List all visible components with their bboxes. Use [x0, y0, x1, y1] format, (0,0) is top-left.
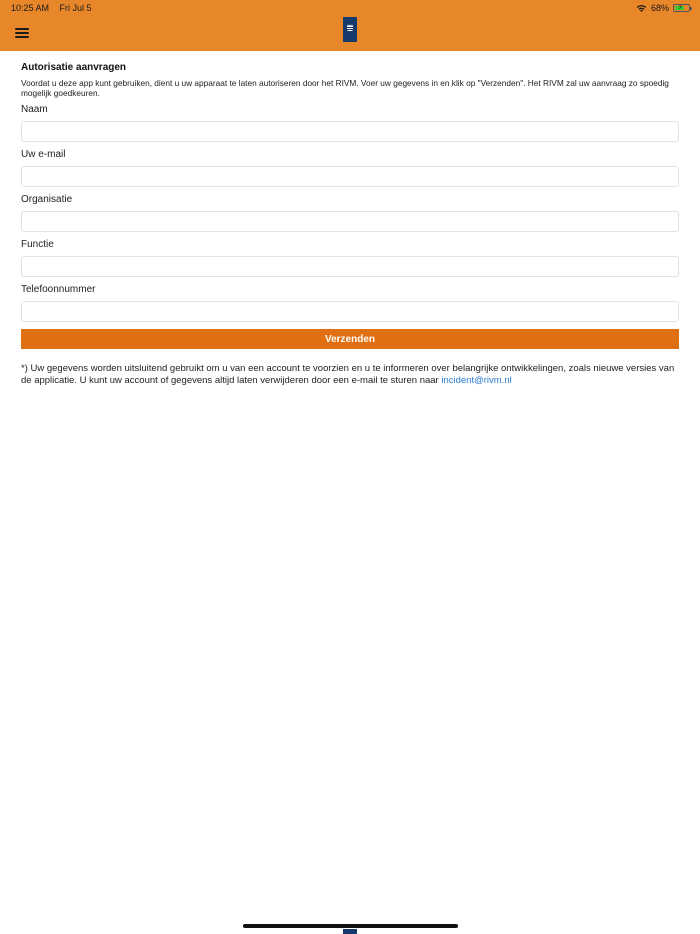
- name-label: Naam: [21, 104, 48, 115]
- privacy-note: [21, 363, 679, 387]
- organization-field[interactable]: [21, 211, 679, 232]
- name-field[interactable]: [21, 121, 679, 142]
- email-label: Uw e-mail: [21, 149, 66, 160]
- page-title: Autorisatie aanvragen: [21, 62, 127, 73]
- app-header: [0, 0, 700, 51]
- hamburger-menu-icon[interactable]: [15, 28, 29, 39]
- home-indicator[interactable]: [243, 924, 458, 928]
- email-field[interactable]: [21, 166, 679, 187]
- phone-field[interactable]: [21, 301, 679, 322]
- status-time: 10:25 AM: [11, 3, 50, 13]
- function-label: Functie: [21, 239, 54, 250]
- crest-icon: [346, 24, 354, 32]
- incident-email-link[interactable]: incident@rivm.nl: [441, 375, 512, 386]
- status-date: Fri Jul 5: [59, 3, 92, 13]
- submit-button[interactable]: Verzenden: [21, 329, 679, 349]
- status-bar-left: [11, 3, 92, 13]
- intro-text: Voordat u deze app kunt gebruiken, dient u uw apparaat te laten autoriseren door het RIVM. Voer uw gegevens in en klik op "Verzenden". Het RIVM zal uw aanvraag zo spoedig mogelijk goedkeuren.: [21, 78, 669, 98]
- form-fields: [21, 104, 679, 322]
- battery-icon: [673, 4, 690, 12]
- organization-label: Organisatie: [21, 194, 73, 205]
- status-bar-right: [636, 3, 690, 13]
- charging-bolt-icon: ⚡: [678, 4, 683, 11]
- authorization-form: [21, 62, 679, 387]
- battery-percentage: 68%: [650, 3, 669, 13]
- privacy-note-text: *) Uw gegevens worden uitsluitend gebruikt om u van een account te voorzien en u te informeren over belangrijke ontwikkelingen, zoals nieuwe versies van de applicatie. U kunt uw account of gegevens altijd laten verwijderen door een e-mail te sturen naar: [21, 363, 675, 386]
- rijksoverheid-logo: [343, 17, 357, 42]
- wifi-icon: [636, 4, 647, 13]
- function-field[interactable]: [21, 256, 679, 277]
- bottom-logo-tab: [343, 929, 357, 934]
- phone-label: Telefoonnummer: [21, 284, 96, 295]
